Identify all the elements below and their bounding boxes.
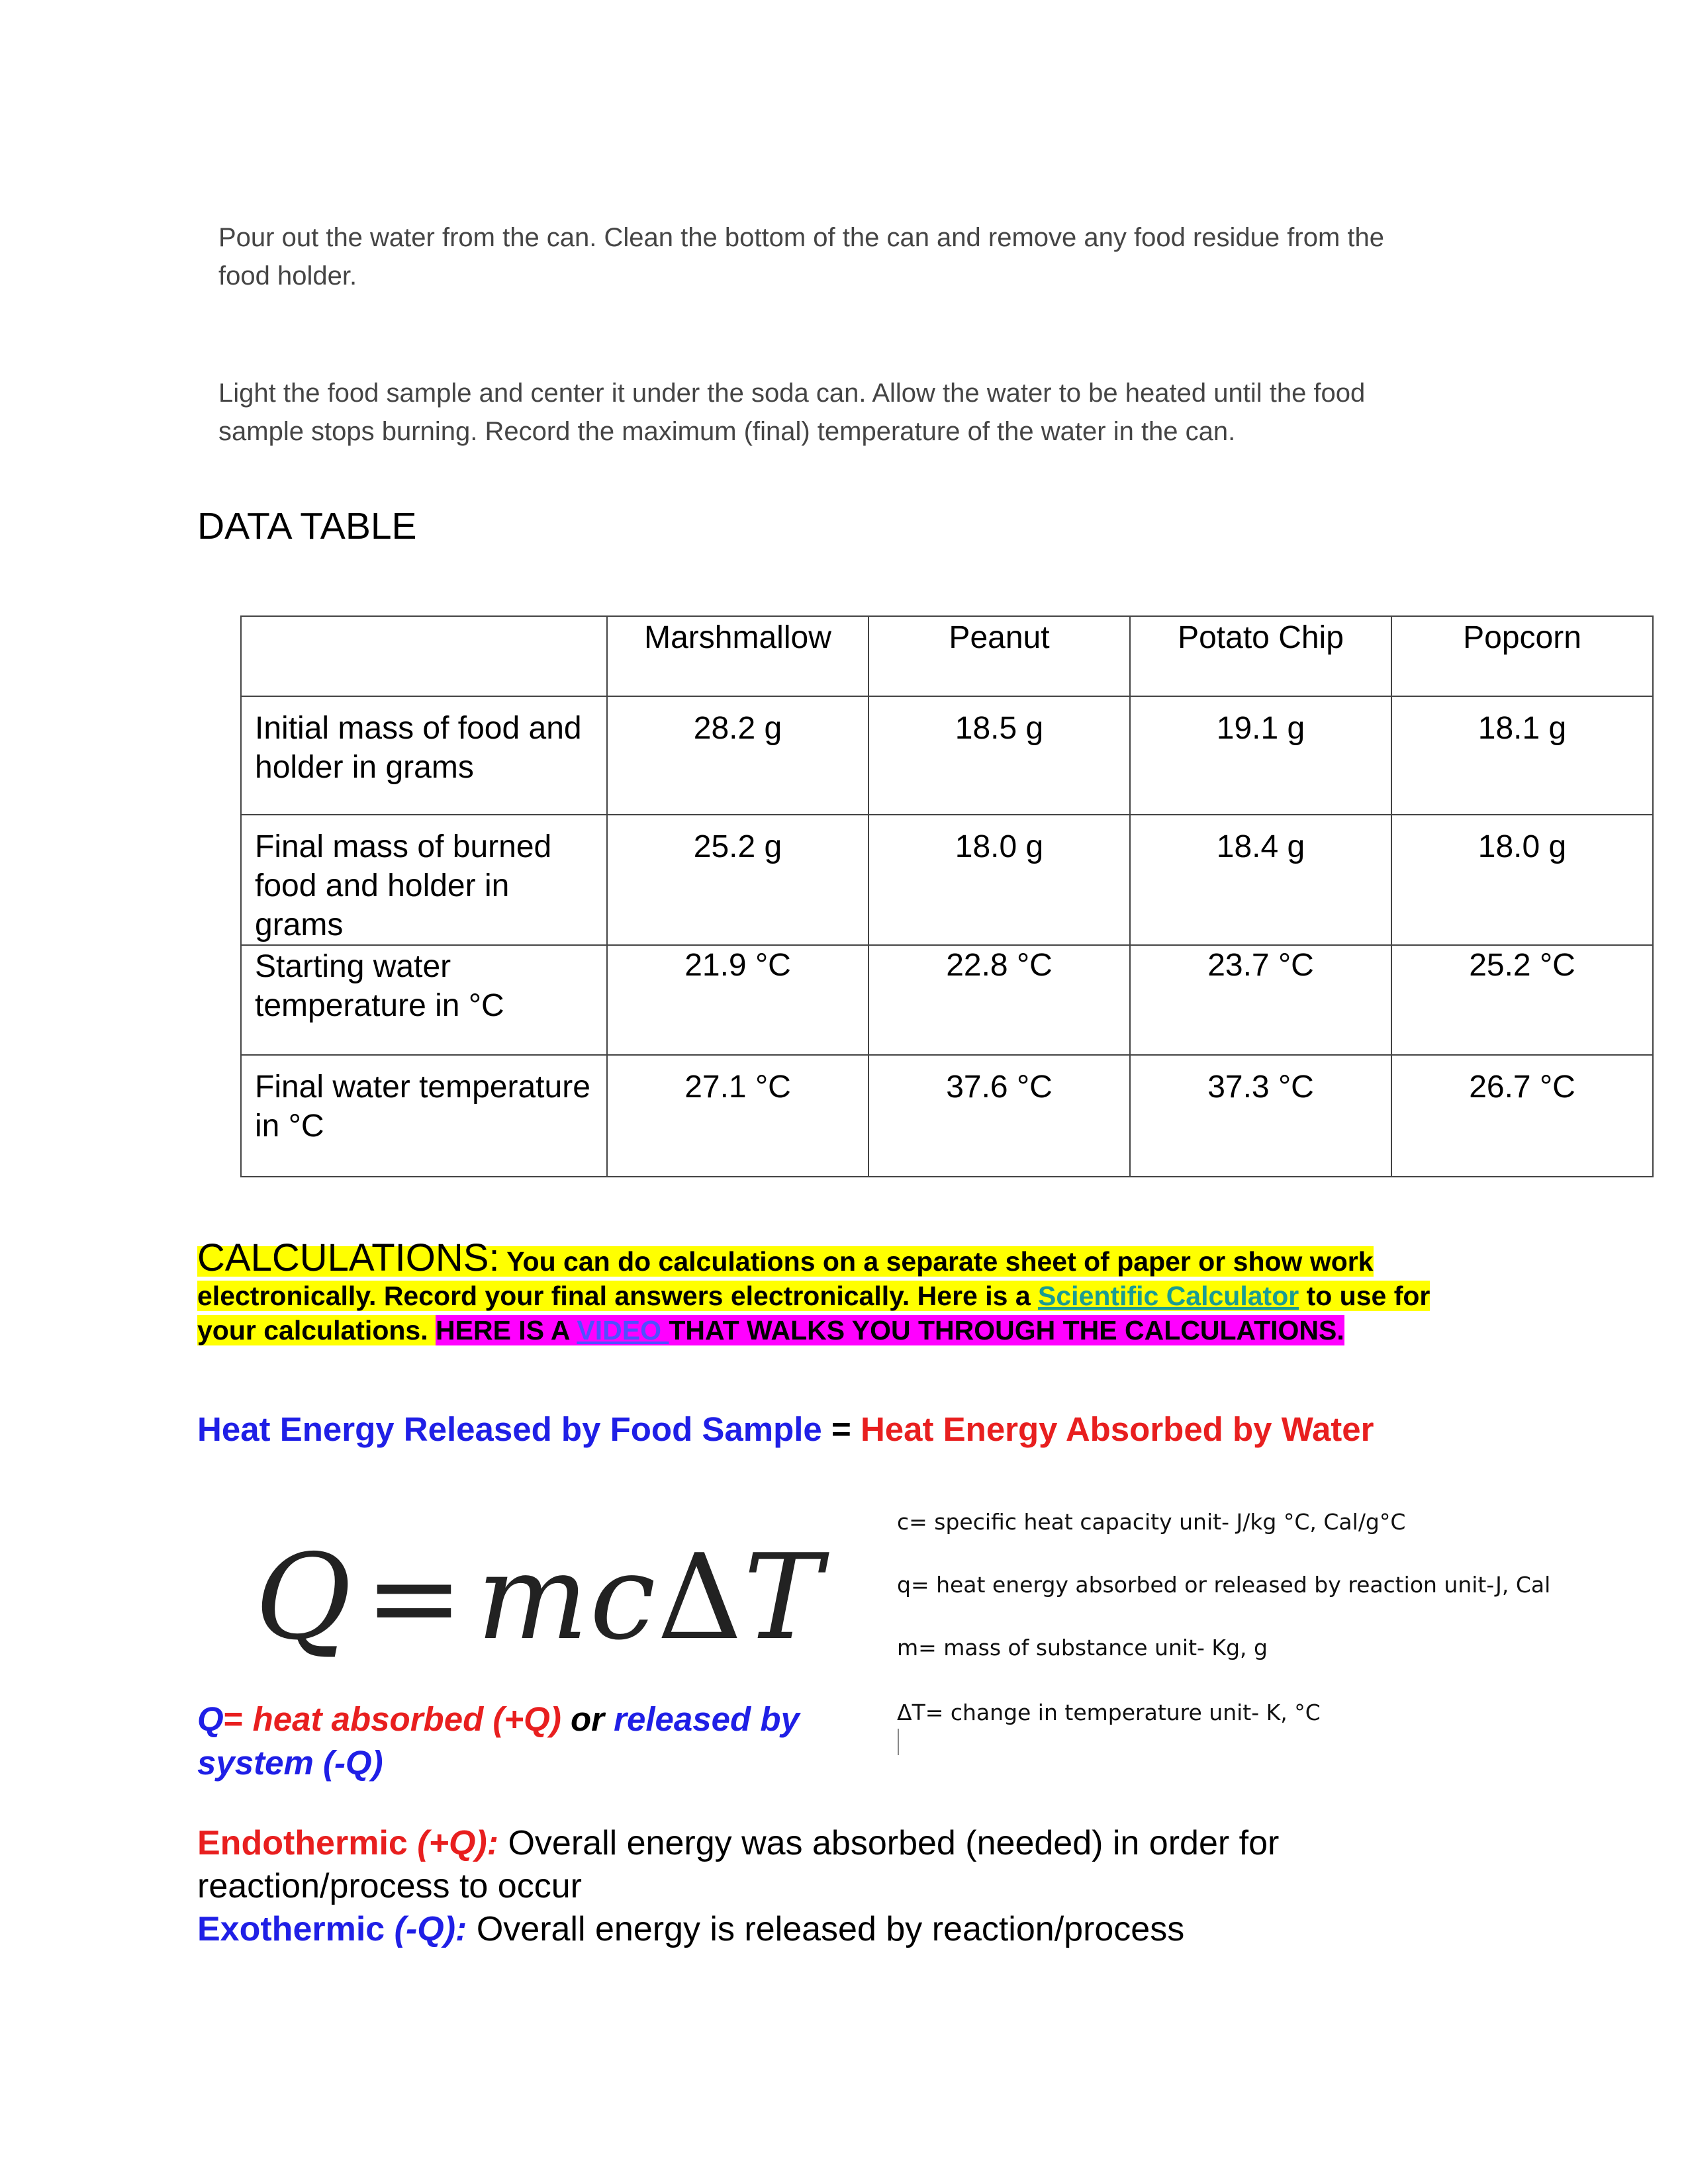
q-definition <box>197 1698 886 1785</box>
table-row <box>241 815 1653 945</box>
q-or: or <box>561 1700 614 1738</box>
exothermic-term: Exothermic <box>197 1910 395 1948</box>
formula-delta: Δ <box>657 1529 744 1666</box>
row-label: Final water temperature in °C <box>241 1055 607 1177</box>
formula-equals: = <box>364 1529 465 1666</box>
calculations-text-2: to use for your calculations. <box>197 1281 1430 1345</box>
data-table <box>240 615 1654 1177</box>
calculations-text: You can do calculations on a separate sheet of paper or show work electronically. Record your final answers electronically. Here is a <box>197 1246 1374 1311</box>
exothermic-sign: (-Q): <box>394 1910 467 1948</box>
data-table-heading: DATA TABLE <box>197 505 417 547</box>
heat-formula <box>255 1529 823 1666</box>
table-cell: 26.7 °C <box>1391 1055 1653 1177</box>
table-cell: 18.5 g <box>868 696 1130 815</box>
table-row <box>241 945 1653 1055</box>
table-cell: 18.0 g <box>1391 815 1653 945</box>
table-cell: 21.9 °C <box>607 945 868 1055</box>
formula-mc: mc <box>477 1529 657 1666</box>
table-cell: 37.3 °C <box>1130 1055 1391 1177</box>
table-cell: 27.1 °C <box>607 1055 868 1177</box>
table-cell: 18.4 g <box>1130 815 1391 945</box>
endothermic-term: Endothermic <box>197 1824 418 1862</box>
table-cell: 18.1 g <box>1391 696 1653 815</box>
column-header-popcorn: Popcorn <box>1391 616 1653 696</box>
row-label: Initial mass of food and holder in grams <box>241 696 607 815</box>
calculations-title: CALCULATIONS: <box>197 1236 500 1279</box>
calculations-instructions <box>197 1236 1488 1347</box>
column-header-marshmallow: Marshmallow <box>607 616 868 696</box>
endothermic-text: Overall energy was absorbed (needed) in order for reaction/process to occur <box>197 1824 1280 1905</box>
video-text: HERE IS A <box>436 1315 577 1345</box>
q-equals: = <box>223 1700 244 1738</box>
row-label: Final mass of burned food and holder in grams <box>241 815 607 945</box>
column-header-potato-chip: Potato Chip <box>1130 616 1391 696</box>
formula-q: Q <box>255 1529 353 1666</box>
column-header-peanut: Peanut <box>868 616 1130 696</box>
table-cell: 28.2 g <box>607 696 868 815</box>
heat-absorbed-text: Heat Energy Absorbed by Water <box>860 1410 1374 1448</box>
scientific-calculator-link[interactable]: Scientific Calculator <box>1038 1281 1299 1311</box>
heat-released-text: Heat Energy Released by Food Sample <box>197 1410 822 1448</box>
instruction-step-light: Light the food sample and center it under the soda can. Allow the water to be heated until the food sample stops burning. Record the maximum (final) temperature of the water in the can. <box>218 379 1366 446</box>
text-cursor <box>898 1729 899 1755</box>
table-cell: 18.0 g <box>868 815 1130 945</box>
endothermic-definition <box>197 1822 1455 1908</box>
q-absorbed: heat absorbed (+Q) <box>243 1700 561 1738</box>
column-header-empty <box>241 616 607 696</box>
endothermic-sign: (+Q): <box>417 1824 499 1862</box>
table-cell: 37.6 °C <box>868 1055 1130 1177</box>
row-label: Starting water temperature in °C <box>241 945 607 1055</box>
definition-m: m= mass of substance unit- Kg, g <box>897 1635 1268 1661</box>
table-cell: 23.7 °C <box>1130 945 1391 1055</box>
table-cell: 19.1 g <box>1130 696 1391 815</box>
q-symbol: Q <box>197 1700 224 1738</box>
definition-delta-t: ΔT= change in temperature unit- K, °C <box>897 1700 1321 1725</box>
definition-c: c= specific heat capacity unit- J/kg °C, Cal/g°C <box>897 1509 1406 1535</box>
table-row <box>241 1055 1653 1177</box>
definition-q: q= heat energy absorbed or released by reaction unit-J, Cal <box>897 1572 1551 1598</box>
table-cell: 22.8 °C <box>868 945 1130 1055</box>
table-cell: 25.2 °C <box>1391 945 1653 1055</box>
video-text-2: THAT WALKS YOU THROUGH THE CALCULATIONS. <box>669 1315 1344 1345</box>
instruction-step-pour: Pour out the water from the can. Clean the bottom of the can and remove any food residue from the food holder. <box>218 223 1384 291</box>
formula-t: T <box>743 1529 823 1666</box>
video-link[interactable]: VIDEO <box>577 1315 669 1345</box>
q-released: released by system (-Q) <box>197 1700 800 1782</box>
heat-energy-equation <box>197 1410 1374 1449</box>
table-row <box>241 696 1653 815</box>
table-cell: 25.2 g <box>607 815 868 945</box>
exothermic-definition <box>197 1908 1455 1951</box>
exothermic-text: Overall energy is released by reaction/process <box>467 1910 1185 1948</box>
equals-sign: = <box>821 1410 861 1448</box>
